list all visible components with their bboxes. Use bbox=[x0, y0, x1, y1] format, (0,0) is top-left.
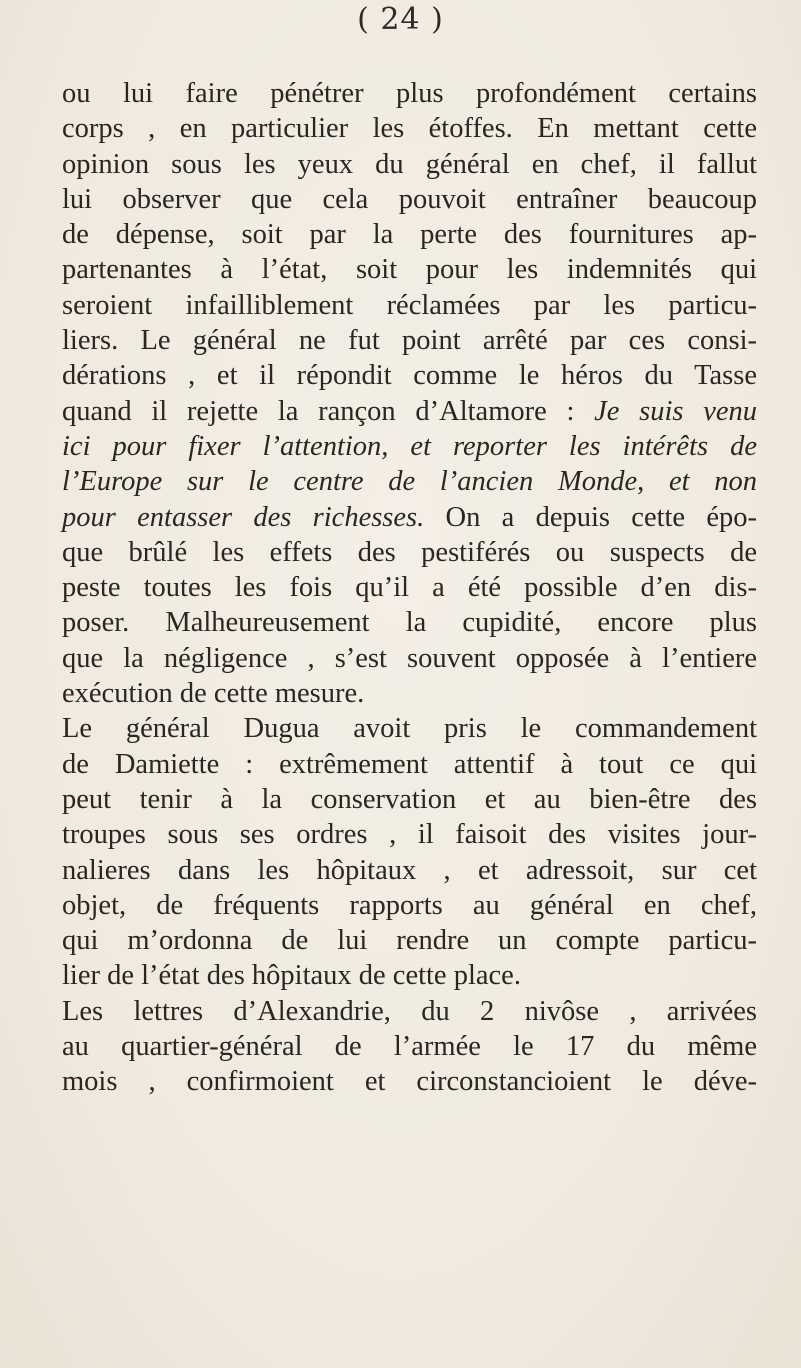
quote-italic-5: pour entasser des richesses. bbox=[62, 501, 425, 533]
text-line-16: poser. Malheureusement la cupidité, encore plus bbox=[62, 607, 757, 639]
text-line-5: de dépense, soit par la perte des fournitures ap- bbox=[62, 219, 757, 251]
quote-italic-3: l’Europe sur le centre de l’ancien Monde bbox=[62, 466, 638, 498]
text-line-7: seroient infailliblement réclamées par les particu- bbox=[62, 289, 757, 321]
page-number: ( 24 ) bbox=[357, 2, 444, 37]
text-line-24: objet, de fréquents rapports au général en chef, bbox=[62, 889, 757, 921]
text-line-4: lui observer que cela pouvoit entraîner beaucoup bbox=[62, 183, 757, 215]
text-line-13 bbox=[62, 500, 757, 535]
text-line-13-plain: On a depuis cette épo- bbox=[424, 501, 757, 533]
text-line-23: nalieres dans les hôpitaux , et adressoit, sur cet bbox=[62, 854, 757, 886]
quote-italic-2: ici pour fixer l’attention, et reporter les intérêts de bbox=[62, 430, 757, 462]
text-line-26: lier de l’état des hôpitaux de cette place. bbox=[62, 960, 521, 992]
text-line-28: au quartier-général de l’armée le 17 du même bbox=[62, 1031, 757, 1063]
text-line-9: dérations , et il répondit comme le héros du Tasse bbox=[62, 360, 757, 392]
text-line-12 bbox=[62, 464, 757, 499]
text-line-21: peut tenir à la conservation et au bien-être des bbox=[62, 783, 757, 815]
text-line-14: que brûlé les effets des pestiférés ou suspects de bbox=[62, 536, 757, 568]
text-line-2: corps , en particulier les étoffes. En mettant cette bbox=[62, 113, 757, 145]
text-line-20: de Damiette : extrêmement attentif à tout ce qui bbox=[62, 748, 757, 780]
quote-comma: , bbox=[637, 466, 669, 498]
text-line-15: peste toutes les fois qu’il a été possible d’en dis- bbox=[62, 572, 757, 604]
text-line-25: qui m’ordonna de lui rendre un compte particu- bbox=[62, 925, 757, 957]
quote-italic-4: et non bbox=[668, 466, 757, 498]
text-line-10-plain: quand il rejette la rançon d’Altamore : bbox=[62, 395, 575, 427]
text-line-22: troupes sous ses ordres , il faisoit des visites jour- bbox=[62, 819, 757, 851]
text-line-6: partenantes à l’état, soit pour les indemnités qui bbox=[62, 254, 757, 286]
text-line-27: Les lettres d’Alexandrie, du 2 nivôse , arrivées bbox=[62, 995, 757, 1027]
text-line-1: ou lui faire pénétrer plus profondément certains bbox=[62, 78, 757, 109]
text-line-10 bbox=[62, 394, 757, 429]
text-line-8: liers. Le général ne fut point arrêté par ces consi- bbox=[62, 325, 757, 357]
text-line-11 bbox=[62, 429, 757, 464]
text-line-29: mois , confirmoient et circonstancioient le déve- bbox=[62, 1066, 757, 1098]
quote-italic-1: Je suis venu bbox=[594, 395, 757, 427]
text-line-3: opinion sous les yeux du général en chef, il fallut bbox=[62, 148, 757, 180]
body-text bbox=[62, 76, 757, 1100]
text-line-19: Le général Dugua avoit pris le commandement bbox=[62, 713, 757, 745]
text-line-18: exécution de cette mesure. bbox=[62, 678, 365, 710]
text-line-17: que la négligence , s’est souvent opposée à l’entiere bbox=[62, 642, 757, 674]
